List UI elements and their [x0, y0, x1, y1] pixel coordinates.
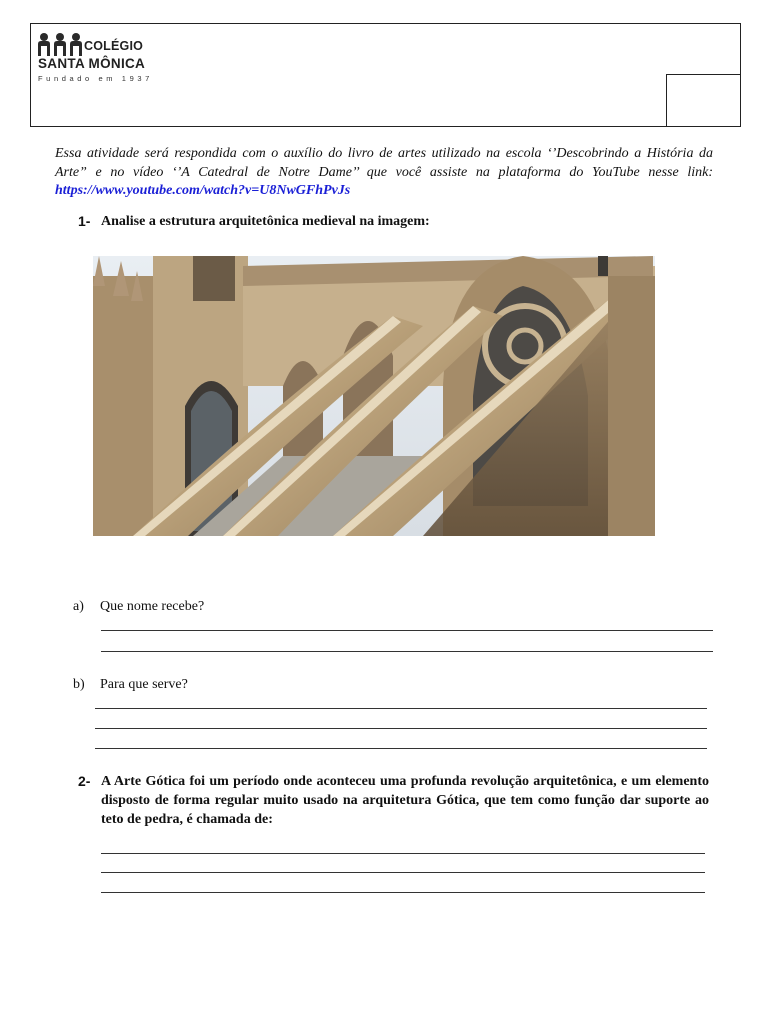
- youtube-link[interactable]: https://www.youtube.com/watch?v=U8NwGFhPvJs: [55, 183, 351, 198]
- flying-buttresses-illustration: [93, 256, 655, 536]
- answer-line-2-3[interactable]: [101, 892, 705, 893]
- answer-line-1b-1[interactable]: [95, 708, 707, 709]
- question-2-text: A Arte Gótica foi um período onde aconteceu uma profunda revolução arquitetônica, e um elemento disposto de forma regular muito usado na arquitetura Gótica, que tem como função dar suporte ao teto de pedra, é chamada de:: [101, 774, 709, 827]
- question-1a-letter: a): [73, 599, 84, 614]
- question-1b-text: Para que serve?: [100, 677, 188, 692]
- answer-line-2-2[interactable]: [101, 872, 705, 873]
- answer-line-2-1[interactable]: [101, 853, 705, 854]
- header-grade-box: [666, 74, 741, 127]
- question-2-number: 2-: [78, 773, 91, 789]
- school-name-line1: COLÉGIO: [84, 39, 144, 53]
- header-box: [30, 23, 741, 127]
- answer-line-1a-2[interactable]: [101, 651, 713, 652]
- question-1a-text: Que nome recebe?: [100, 599, 205, 614]
- intro-text: Essa atividade será respondida com o auxílio do livro de artes utilizado na escola ‘’Descobrindo a História da Arte” e no vídeo ‘’A Catedral de Notre Dame’’ que você assiste na plataforma do YouTube nesse link:: [55, 146, 713, 180]
- answer-line-1b-2[interactable]: [95, 728, 707, 729]
- question-1b-letter: b): [73, 677, 85, 692]
- school-name-line2: SANTA MÔNICA: [38, 56, 146, 71]
- intro-paragraph: [55, 145, 713, 201]
- school-logo: [37, 30, 177, 90]
- logo-figures-icon: [37, 32, 83, 56]
- answer-line-1b-3[interactable]: [95, 748, 707, 749]
- question-1-number: 1-: [78, 213, 91, 229]
- answer-line-1a-1[interactable]: [101, 630, 713, 631]
- cathedral-buttress-image: [93, 256, 655, 536]
- school-founded: Fundado em 1937: [38, 74, 153, 83]
- question-1-text: Analise a estrutura arquitetônica medieval na imagem:: [101, 214, 430, 229]
